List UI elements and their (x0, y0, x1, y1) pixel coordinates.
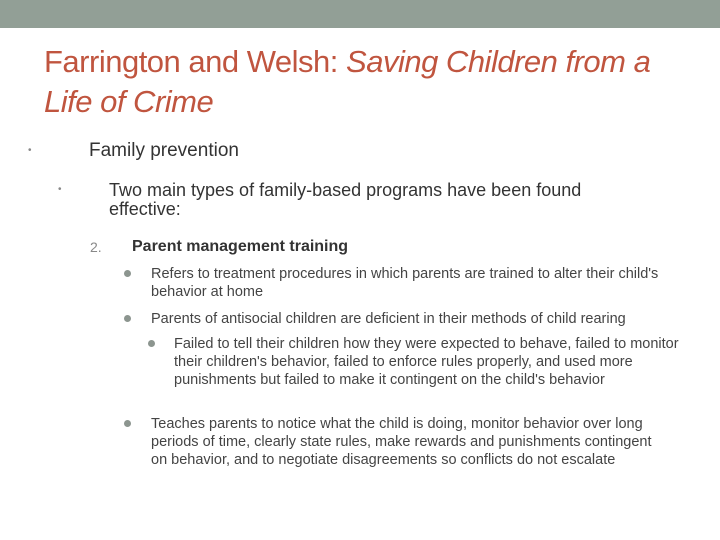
slide-title (44, 42, 684, 122)
bullet-icon: • (28, 145, 32, 156)
level2-text: Two main types of family-based programs have been found effective: (109, 180, 582, 219)
sub-list-item: Failed to tell their children how they were expected to behave, failed to monitor their children's behavior, failed to enforce rules properly, and used more punishments but failed to make it contingent on the child's behavior (174, 336, 679, 388)
bullet-icon (124, 270, 131, 277)
list-item: Teaches parents to notice what the child is doing, monitor behavior over long periods of time, clearly state rules, make rewards and punishments contingent on behavior, and to negotiate disagreements so conflicts do not escalate (151, 416, 652, 468)
bullet-icon (148, 340, 155, 347)
title-plain: Farrington and Welsh: (44, 44, 347, 79)
bullet-icon (124, 315, 131, 322)
level3-text: Parent management training (132, 238, 349, 255)
list-item: Refers to treatment procedures in which parents are trained to alter their child's behavior at home (151, 266, 659, 300)
bullet-icon: • (58, 184, 62, 195)
list-item: Parents of antisocial children are deficient in their methods of child rearing (151, 311, 626, 327)
bullet-icon (124, 420, 131, 427)
level1-text: Family prevention (89, 140, 239, 161)
title-italic: Saving Children from a Life of Crime (44, 44, 651, 119)
header-bar (0, 0, 720, 28)
list-number: 2. (90, 239, 102, 255)
